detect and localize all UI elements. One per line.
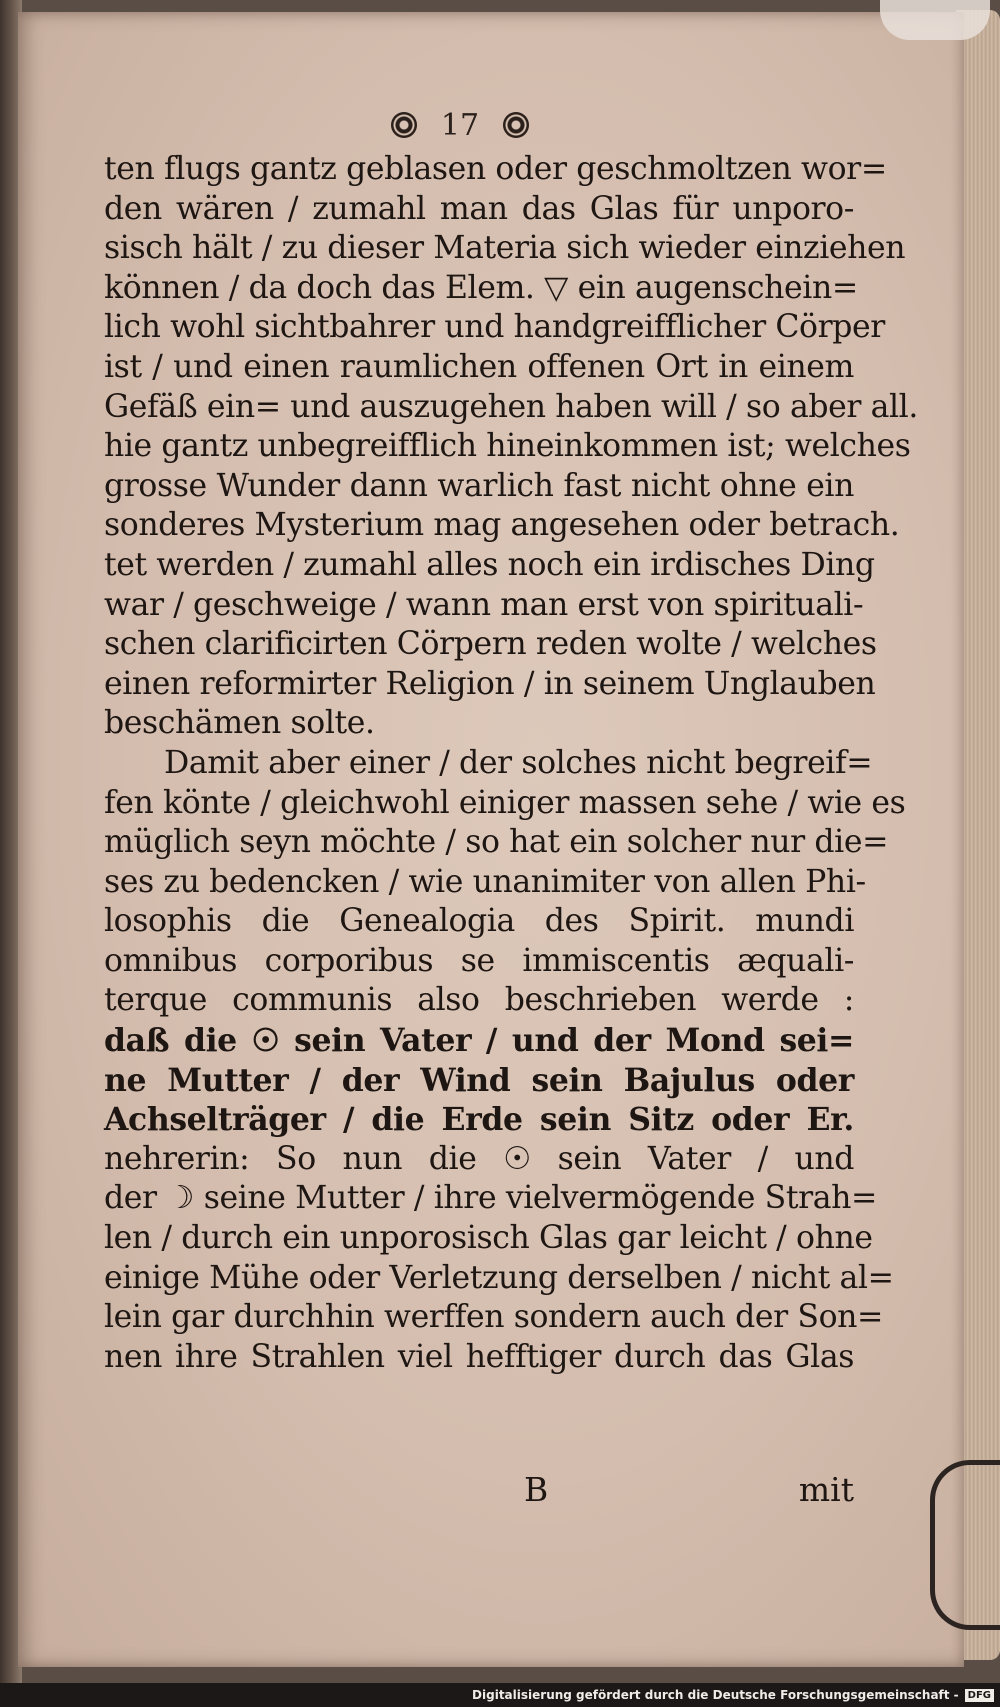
text-line: grosse Wunder dann warlich fast nicht ohne ein: [104, 467, 854, 504]
text-line: nehrerin: So nun die ☉ sein Vater / und: [104, 1140, 854, 1177]
text-line-bold: ne Mutter / der Wind sein Bajulus oder: [104, 1061, 854, 1099]
text-line: tet werden / zumahl alles noch ein irdisches Ding: [104, 546, 875, 583]
text-line: fen könte / gleichwohl einiger massen sehe / wie es: [104, 784, 906, 821]
text-line-bold: daß die ☉ sein Vater / und der Mond sei=: [104, 1022, 854, 1060]
signature-mark: B: [524, 1470, 549, 1509]
text-line: ten flugs gantz geblasen oder geschmoltzen wor=: [104, 151, 887, 187]
text-line: schen clarificirten Cörpern reden wolte / welches: [104, 626, 877, 663]
text-line: müglich seyn möchte / so hat ein solcher nur die=: [104, 824, 889, 861]
text-line: einige Mühe oder Verletzung derselben / nicht al=: [104, 1259, 894, 1296]
digitization-credit-bar: [0, 1683, 1000, 1707]
text-line: ist / und einen raumlichen offenen Ort in einem: [104, 348, 854, 385]
text-line: omnibus corporibus se immiscentis æquali-: [104, 942, 854, 979]
text-line: einen reformirter Religion / in seinem Unglauben: [104, 665, 876, 702]
text-line: len / durch ein unporosisch Glas gar leicht / ohne: [104, 1220, 873, 1257]
text-line: der ☽ seine Mutter / ihre vielvermögende Strah=: [104, 1180, 878, 1217]
text-line: lich wohl sichtbahrer und handgreifflicher Cörper: [104, 309, 885, 346]
text-line: nen ihre Strahlen viel hefftiger durch das Glas: [104, 1338, 854, 1375]
credit-text: Digitalisierung gefördert durch die Deutsche Forschungsgemeinschaft -: [472, 1688, 959, 1702]
text-line-bold: Achselträger / die Erde sein Sitz oder Er.: [104, 1101, 854, 1139]
page-footer: [104, 1470, 854, 1512]
flower-ornament-right-icon: [503, 112, 529, 138]
page-header: [360, 100, 560, 150]
binding-ring: [930, 1460, 1000, 1630]
text-line: hie gantz unbegreifflich hineinkommen ist; welches: [104, 428, 911, 465]
text-line: beschämen solte.: [104, 705, 375, 742]
page-clip: [880, 0, 990, 40]
text-line: war / geschweige / wann man erst von spirituali-: [104, 586, 864, 623]
text-line: Gefäß ein= und auszugehen haben will / so aber all.: [104, 388, 918, 425]
text-line: sisch hält / zu dieser Materia sich wieder einziehen: [104, 230, 906, 267]
text-line: den wären / zumahl man das Glas für unporo-: [104, 190, 854, 227]
text-line: losophis die Genealogia des Spirit. mundi: [104, 903, 854, 940]
page-number: 17: [440, 107, 480, 143]
text-line: lein gar durchhin werffen sondern auch der Son=: [104, 1299, 884, 1336]
text-line: terque communis also beschrieben werde :: [104, 982, 854, 1019]
text-line: können / da doch das Elem. ▽ ein augenschein=: [104, 269, 858, 306]
paragraph-start-line: Damit aber einer / der solches nicht begreif=: [164, 744, 873, 781]
flower-ornament-left-icon: [391, 112, 417, 138]
text-line: sonderes Mysterium mag angesehen oder betrach.: [104, 507, 900, 544]
text-line: ses zu bedencken / wie unanimiter von allen Phi-: [104, 863, 866, 900]
catchword: mit: [798, 1470, 854, 1509]
dfg-logo: DFG: [965, 1689, 994, 1702]
body-text: [104, 150, 918, 1377]
